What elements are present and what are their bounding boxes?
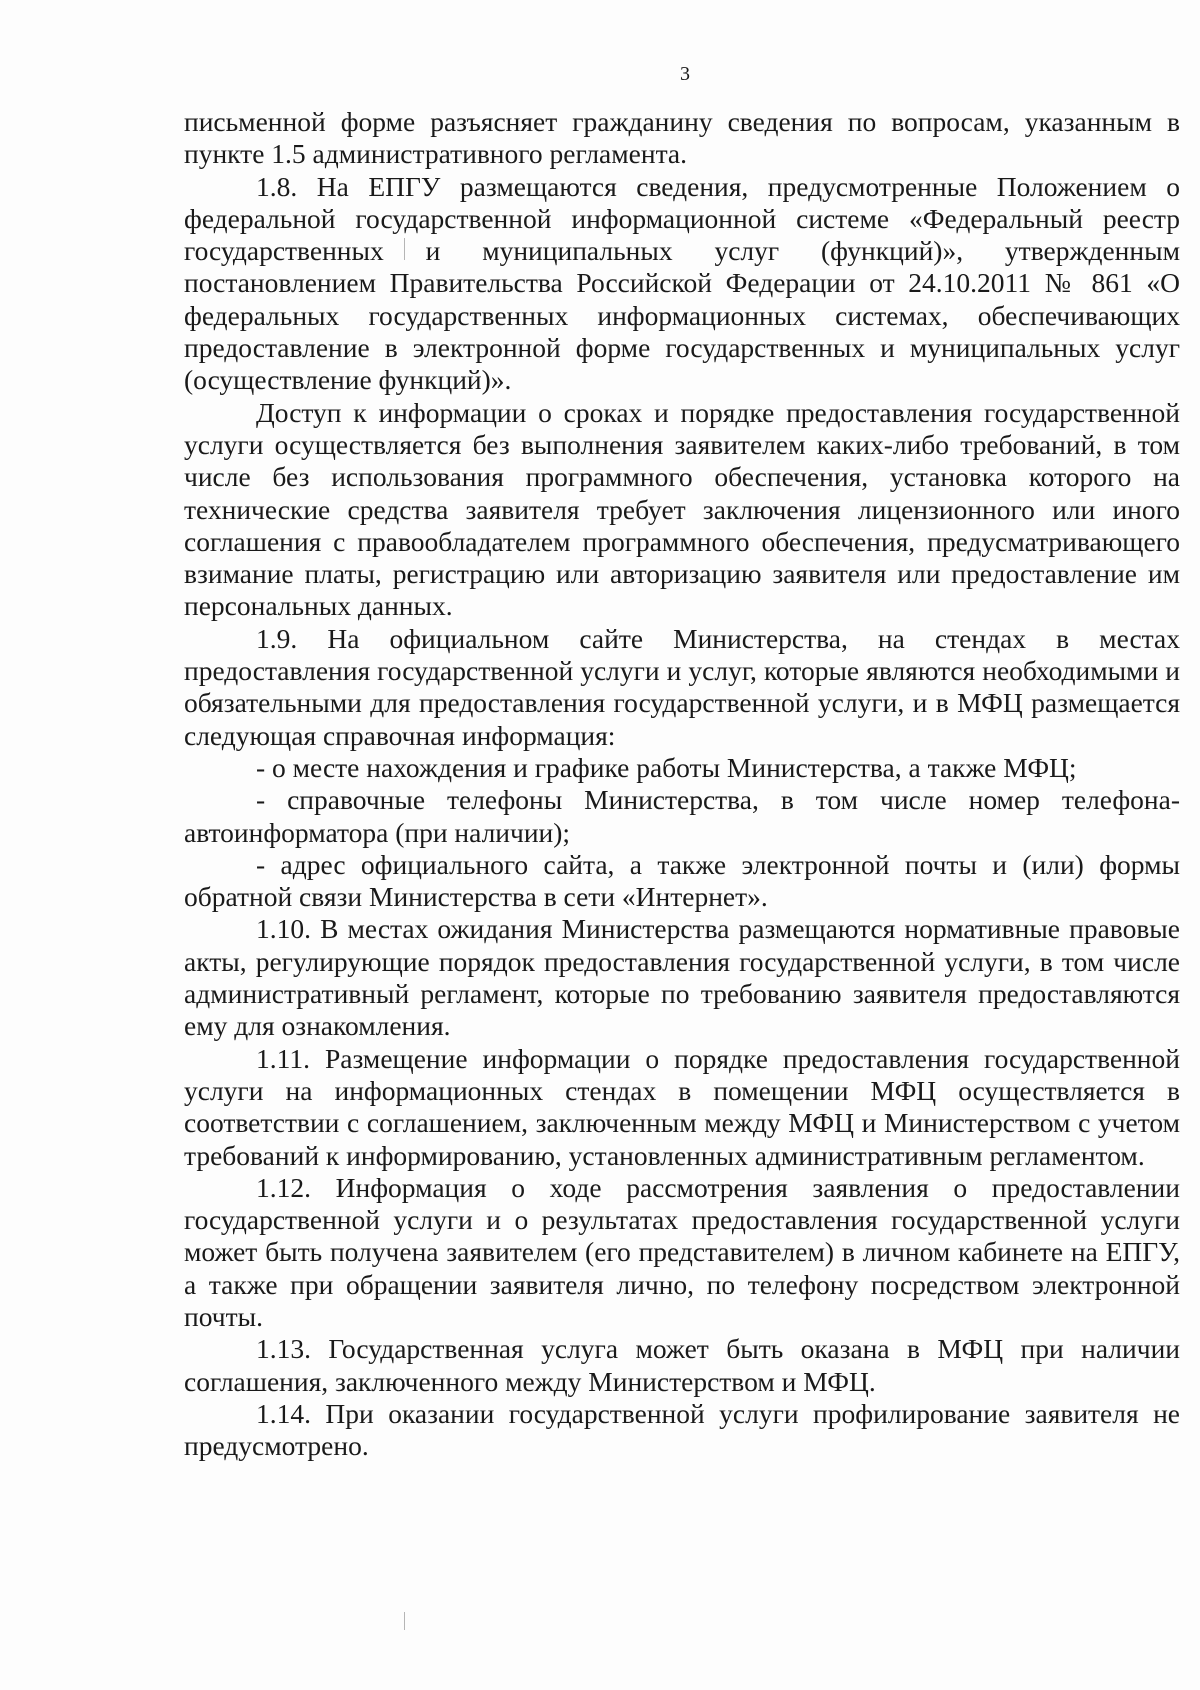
paragraph-continuation: письменной форме разъясняет гражданину сведения по вопросам, указанным в пункте 1.5 административного регламента. [184,106,1180,170]
list-item-phones: - справочные телефоны Министерства, в том числе номер телефона-автоинформатора (при наличии); [184,784,1180,848]
paragraph-1-10: 1.10. В местах ожидания Министерства размещаются нормативные правовые акты, регулирующие порядок предоставления государственной услуги, в том числе административный регламент, которые по требованию заявителя предоставляются ему для ознакомления. [184,913,1180,1042]
scan-artifact-line-lower [404,1612,405,1630]
paragraph-access-info: Доступ к информации о сроках и порядке предоставления государственной услуги осуществляется без выполнения заявителем каких-либо требований, в том числе без использования программного обеспечения, установка которого на технические средства заявителя требует заключения лицензионного или иного соглашения с правообладателем программного обеспечения, предусматривающего взимание платы, регистрацию или авторизацию заявителя или предоставление им персональных данных. [184,396,1180,622]
page-number: 3 [680,63,690,85]
paragraph-1-14: 1.14. При оказании государственной услуги профилирование заявителя не предусмотрено. [184,1397,1180,1462]
paragraph-1-8: 1.8. На ЕПГУ размещаются сведения, предусмотренные Положением о федеральной государственной информационной системе «Федеральный реестр государственных и муниципальных услуг (функций)», утвержденным постановлением Правительства Российской Федерации от 24.10.2011 № 861 «О федеральных государственных информационных системах, обеспечивающих предоставление в электронной форме государственных и муниципальных услуг (осуществление функций)». [184,170,1180,396]
paragraph-1-12: 1.12. Информация о ходе рассмотрения заявления о предоставлении государственной услуги и о результатах предоставления государственной услуги может быть получена заявителем (его представителем) в личном кабинете на ЕПГУ, а также при обращении заявителя лично, по телефону посредством электронной почты. [184,1171,1180,1332]
paragraph-1-13: 1.13. Государственная услуга может быть оказана в МФЦ при наличии соглашения, заключенного между Министерством и МФЦ. [184,1333,1180,1397]
document-body [184,106,1180,1462]
list-item-website: - адрес официального сайта, а также электронной почты и (или) формы обратной связи Министерства в сети «Интернет». [184,848,1180,913]
paragraph-1-11: 1.11. Размещение информации о порядке предоставления государственной услуги на информационных стендах в помещении МФЦ осуществляется в соответствии с соглашением, заключенным между МФЦ и Министерством с учетом требований к информированию, установленных административным регламентом. [184,1042,1180,1171]
list-item-location: - о месте нахождения и графике работы Министерства, а также МФЦ; [256,751,1077,783]
paragraph-1-9: 1.9. На официальном сайте Министерства, на стендах в местах предоставления государственной услуги и услуг, которые являются необходимыми и обязательными для предоставления государственной услуги, и в МФЦ размещается следующая справочная информация: [184,622,1180,751]
